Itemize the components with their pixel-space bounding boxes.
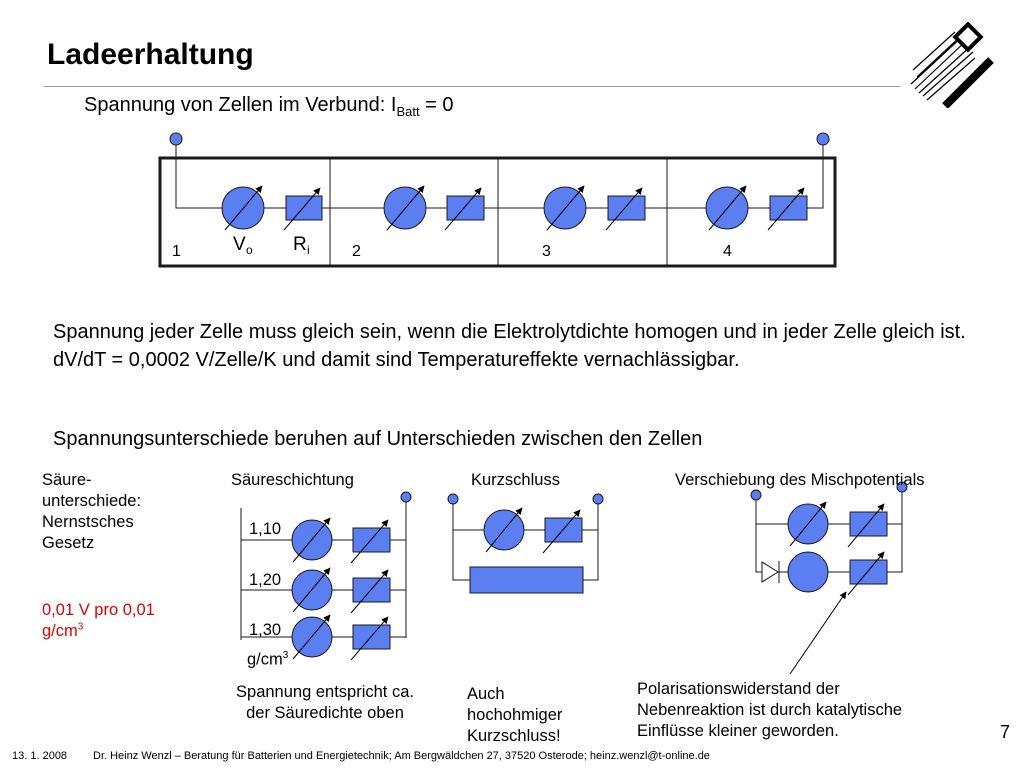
cell-4-source-icon (706, 186, 748, 230)
page-number: 7 (1000, 722, 1011, 742)
density-1-20: 1,20 (249, 571, 282, 589)
paragraph-homogeneity: Spannung jeder Zelle muss gleich sein, wenn die Elektrolytdichte homogen und in jeder Zelle gleich ist. dV/dT = 0,0002 V/Zelle/K und damit sind Temperatureffekte vernachlässigbar. (53, 321, 966, 371)
mix-resistor-2-icon (848, 552, 887, 595)
density-unit: $g/cm^3$ (247, 650, 289, 669)
mix-resistor-1-icon (848, 504, 887, 547)
pointer-arrow-icon (790, 592, 846, 674)
cell-1-resistor-icon (284, 188, 322, 230)
svg-text:i: i (307, 243, 310, 257)
stratification-note: Spannung entspricht ca. der Säuredichte oben (236, 683, 414, 722)
cell-number-3: 3 (542, 243, 551, 260)
density-1-10: 1,10 (249, 520, 282, 538)
terminal-left-icon (170, 133, 182, 145)
short-circuit-note: Auch hochohmiger Kurzschluss! (467, 685, 563, 745)
short-terminal-left-icon (448, 494, 458, 504)
cell-2-source-icon (384, 186, 426, 230)
mixed-potential-heading: Verschiebung des Mischpotentials (675, 471, 925, 489)
acid-difference-label: Säure- unterschiede: Nernstsches Gesetz (42, 471, 142, 552)
footer-author: Dr. Heinz Wenzl – Beratung für Batterien und Energietechnik; Am Bergwäldchen 27, 37520 Osterode; heinz.wenzl@t-online.de (93, 750, 710, 762)
mixed-potential-note: Polarisationswiderstand der Nebenreaktion ist durch katalytische Einflüsse kleiner geworden. (637, 680, 903, 740)
cell-4-resistor-icon (768, 188, 807, 230)
vo-label (233, 234, 253, 257)
strat-source-1-icon (292, 518, 332, 562)
strat-resistor-2-icon (351, 570, 390, 613)
stratification-heading: Säureschichtung (231, 471, 354, 489)
strat-terminal-icon (401, 492, 411, 502)
mix-source-1-icon (788, 502, 828, 546)
short-source-icon (484, 508, 524, 552)
cell-3-source-icon (544, 186, 586, 230)
density-1-30: 1,30 (249, 621, 282, 639)
strat-resistor-1-icon (351, 520, 390, 563)
footer-date: 13. 1. 2008 (12, 750, 68, 762)
nernst-value: 0,01 V pro 0,01 $g/cm^3$ (42, 601, 155, 640)
cell-3-resistor-icon (606, 188, 645, 230)
ri-label (293, 234, 310, 257)
terminal-right-icon (817, 133, 829, 145)
strat-source-2-icon (292, 568, 332, 612)
short-terminal-right-icon (593, 494, 603, 504)
strat-resistor-3-icon (351, 617, 390, 660)
svg-text:V: V (233, 234, 246, 255)
mix-terminal-left-icon (751, 490, 761, 500)
strat-source-3-icon (292, 615, 332, 659)
page-title: Ladeerhaltung (47, 38, 254, 71)
svg-text:o: o (246, 243, 253, 257)
cell-number-1: 1 (172, 243, 181, 260)
cell-number-4: 4 (723, 243, 732, 260)
short-resistor-icon (543, 510, 582, 553)
short-circuit-heading: Kurzschluss (471, 471, 560, 489)
mix-source-2-icon (788, 552, 828, 592)
cell-2-resistor-icon (445, 188, 484, 230)
cell-number-2: 2 (352, 243, 361, 260)
paragraph-differences: Spannungsunterschiede beruhen auf Unterschieden zwischen den Zellen (53, 428, 703, 450)
cell-1-source-icon (222, 186, 264, 230)
short-bar-icon (470, 567, 583, 593)
subtitle: Spannung von Zellen im Verbund: $I_{Batt} = 0$ (84, 94, 454, 119)
diode-icon (762, 561, 779, 583)
svg-text:R: R (293, 234, 307, 255)
